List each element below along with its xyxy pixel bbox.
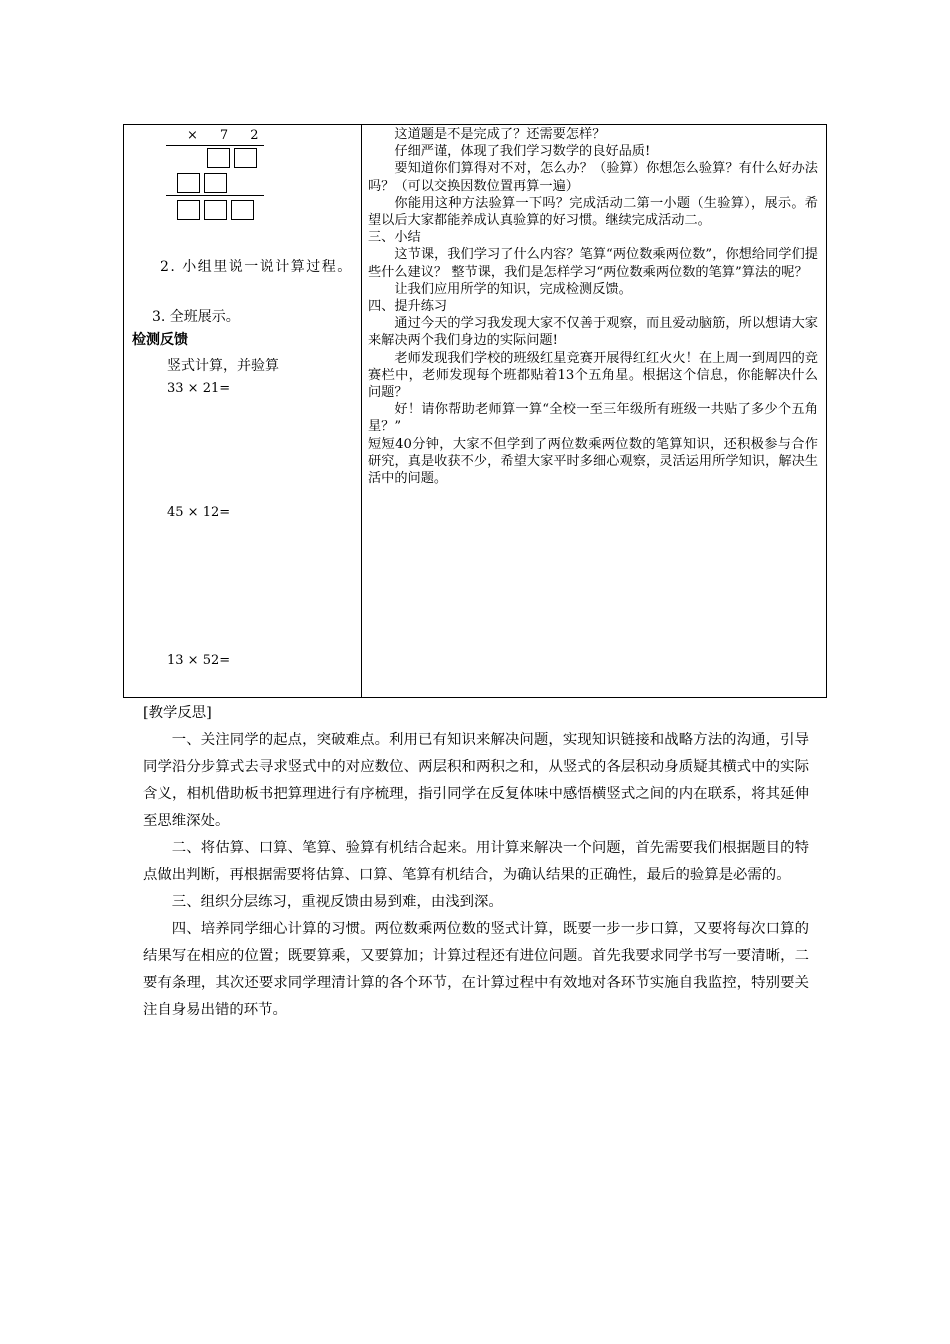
- product-line-2: [166, 195, 264, 196]
- paragraph: 仔细严谨，体现了我们学习数学的良好品质!: [394, 144, 651, 160]
- times-sign: ×: [187, 128, 198, 143]
- answer-box: [234, 148, 257, 168]
- lesson-table: [123, 124, 827, 698]
- digit-tens: 7: [219, 128, 229, 143]
- multiplier-row: [187, 128, 258, 143]
- teaching-reflection: [143, 700, 809, 1024]
- answer-box: [207, 148, 230, 168]
- reflection-paragraph: 二、将估算、口算、笔算、验算有机结合起来。用计算来解决一个问题，首先需要我们根据题目的特点做出判断，再根据需要将估算、口算、笔算有机结合，为确认结果的正确性，最后的验算是必需的。: [143, 840, 809, 883]
- paragraph: 通过今天的学习我发现大家不仅善于观察，而且爱动脑筋，所以想请大家来解决两个我们身边的实际问题!: [368, 316, 818, 349]
- paragraph: 老师发现我们学校的班级红星竞赛开展得红红火火！在上周一到周四的竞赛栏中，老师发现每个班都贴着13个五角星。根据这个信息，你能解决什么问题？: [368, 350, 818, 401]
- problem-2: 45 × 12=: [167, 505, 231, 520]
- instruction-text: 竖式计算，并验算: [167, 358, 279, 374]
- answer-box: [231, 200, 254, 220]
- reflection-title: [教学反思]: [143, 705, 212, 721]
- heading-summary: 三、小结: [368, 230, 421, 246]
- paragraph: 这节课，我们学习了什么内容？笔算“两位数乘两位数”，你想给同学们提些什么建议？ 整节课，我们是怎样学习“两位数乘两位数的笔算”算法的呢？: [368, 247, 818, 280]
- reflection-paragraph: 四、培养同学细心计算的习惯。两位数乘两位数的竖式计算，既要一步一步口算，又要将每次口算的结果写在相应的位置；既要算乘，又要算加；计算过程还有进位问题。首先我要求同学书写一要清晰，二要有条理，其次还要求同学理清计算的各个环节，在计算过程中有效地对各环节实施自我监控，特别要关注自身易出错的环节。: [143, 921, 809, 1018]
- answer-box: [204, 200, 227, 220]
- section-title-feedback: 检测反馈: [132, 332, 188, 348]
- heading-practice: 四、提升练习: [368, 299, 448, 315]
- answer-box: [177, 200, 200, 220]
- product-line-1: [166, 145, 264, 146]
- paragraph: 你能用这种方法验算一下吗？完成活动二第一小题（生验算），展示。希望以后大家都能养成认真验算的好习惯。继续完成活动二。: [368, 195, 818, 229]
- problem-1: 33 × 21=: [167, 381, 231, 396]
- step-3-text: 3. 全班展示。: [152, 309, 240, 325]
- paragraph: 这道题是不是完成了？还需要怎样？: [394, 127, 606, 142]
- paragraph: 要知道你们算得对不对，怎么办？（验算）你想怎么验算？有什么好办法吗？（可以交换因数位置再算一遍）: [368, 161, 818, 194]
- reflection-paragraph: 一、关注同学的起点，突破难点。利用已有知识来解决问题，实现知识链接和战略方法的沟通，引导同学沿分步算式去寻求竖式中的对应数位、两层积和两积之和，从竖式的各层积动身质疑其横式中的实际含义，相机借助板书把算理进行有序梳理，指引同学在反复体味中感悟横竖式之间的内在联系，将其延伸至思维深处。: [143, 732, 809, 829]
- reflection-paragraph: 三、组织分层练习，重视反馈由易到难，由浅到深。: [171, 894, 503, 910]
- paragraph: 好！请你帮助老师算一算“全校一至三年级所有班级一共贴了多少个五角星？”: [368, 402, 818, 435]
- problem-3: 13 × 52=: [167, 653, 231, 668]
- step-2-text: 2. 小组里说一说计算过程。: [160, 259, 353, 275]
- right-column: [362, 125, 824, 697]
- answer-box: [177, 173, 200, 193]
- paragraph: 短短40分钟，大家不但学到了两位数乘两位数的笔算知识，还积极参与合作研究，真是收获不少，希望大家平时多细心观察，灵活运用所学知识，解决生活中的问题。: [368, 436, 818, 487]
- paragraph: 让我们应用所学的知识，完成检测反馈。: [394, 281, 632, 297]
- answer-box: [204, 173, 227, 193]
- left-column: [124, 125, 361, 697]
- digit-ones: 2: [250, 128, 259, 143]
